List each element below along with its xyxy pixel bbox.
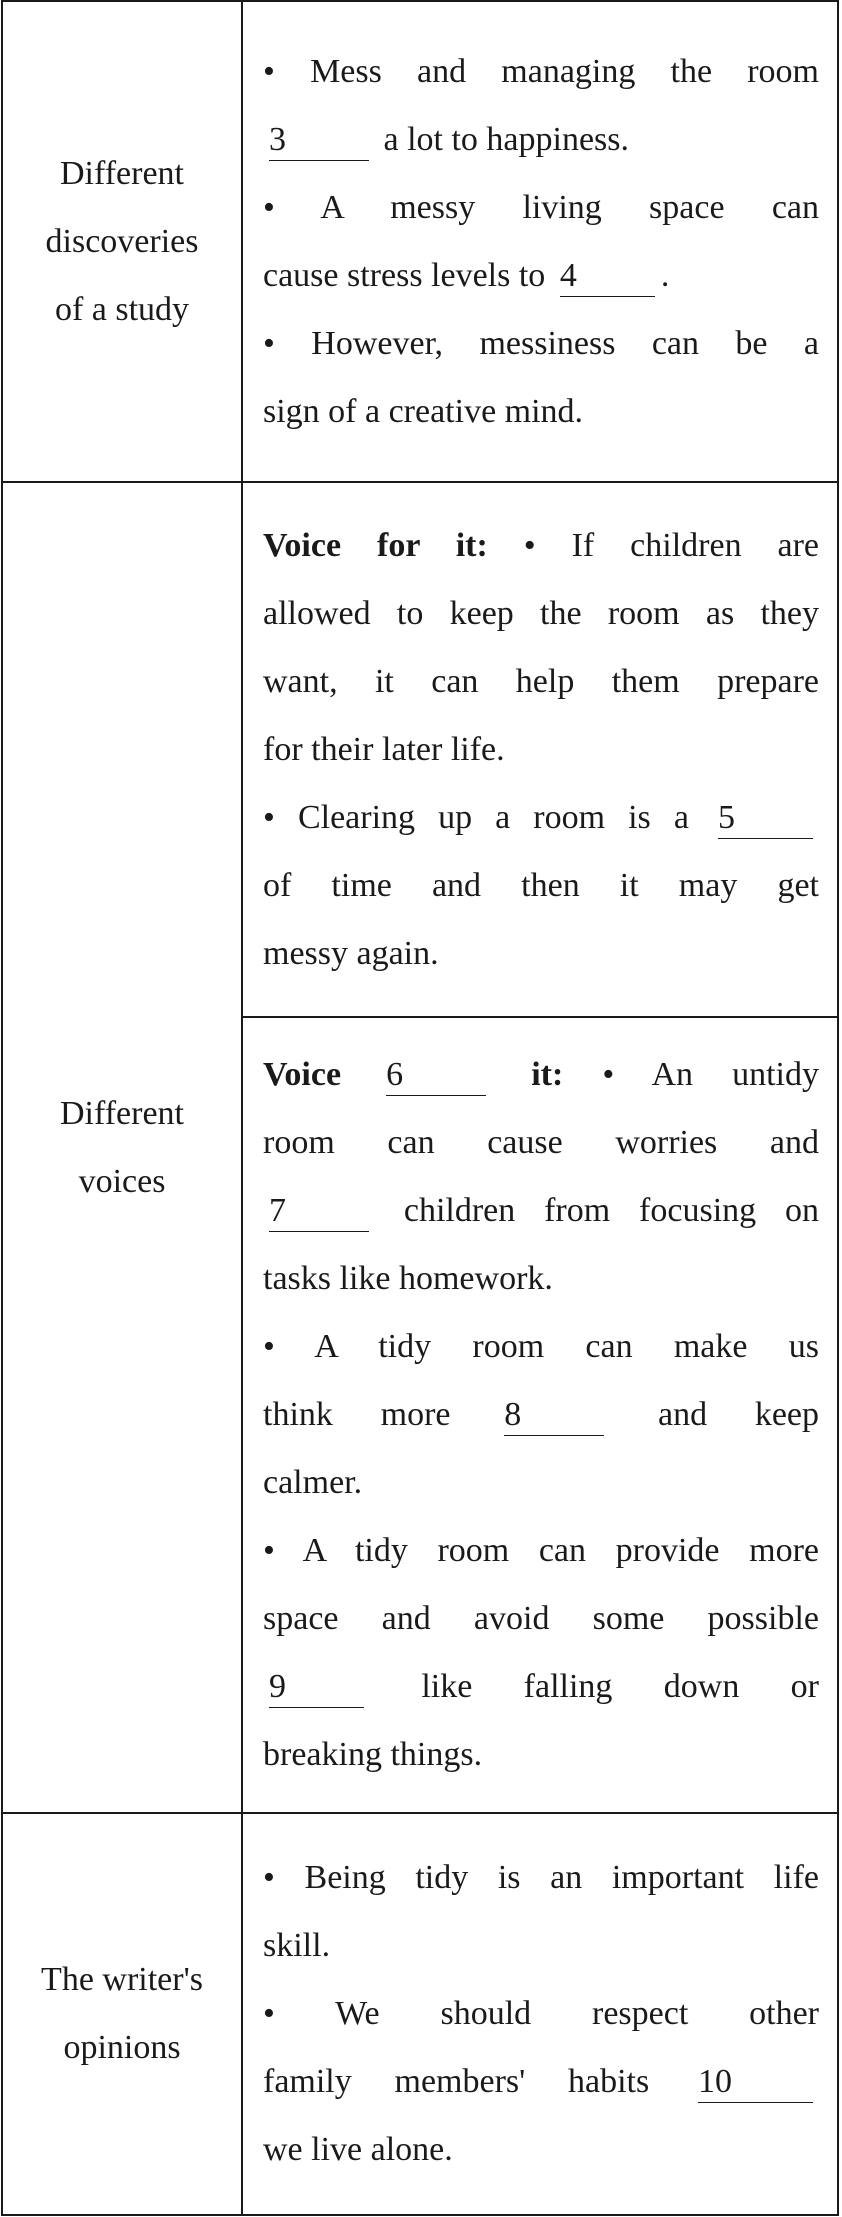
content-line: • A tidy room can make us <box>263 1328 819 1365</box>
bullet-text: • Mess and managing the room <box>263 52 819 90</box>
answer-blank-10[interactable]: 10 <box>698 2062 813 2103</box>
content-line: sign of a creative mind. <box>263 392 584 430</box>
content-line: • A messy living space can <box>263 188 819 226</box>
content-line: Voice for it: • If children are <box>263 526 820 564</box>
label-line: discoveries <box>45 222 199 260</box>
content-line: want, it can help them prepare <box>263 662 819 700</box>
content-line <box>263 242 819 310</box>
answer-blank-9[interactable]: 9 <box>269 1667 364 1708</box>
table-row-voice-for <box>2 482 838 1017</box>
voice-against-heading: Voice <box>263 1056 342 1093</box>
content-line: skill. <box>263 1927 331 1964</box>
answer-blank-3[interactable]: 3 <box>269 120 369 161</box>
content-line <box>263 1177 819 1245</box>
bullet-text: like falling down or <box>421 1668 819 1705</box>
row-label-voices <box>2 482 242 1813</box>
answer-blank-8[interactable]: 8 <box>504 1395 604 1436</box>
row-content-opinions <box>242 1813 838 2215</box>
summary-table <box>1 0 839 2216</box>
punctuation: . <box>660 256 670 294</box>
content-line <box>263 1381 819 1449</box>
content-line: allowed to keep the room as they <box>263 594 819 632</box>
content-line: room can cause worries and <box>263 1124 819 1161</box>
content-line: breaking things. <box>263 1736 483 1773</box>
bullet-text: • Clearing up a room is a <box>263 798 689 836</box>
row-content-discoveries <box>242 1 838 482</box>
answer-blank-6[interactable]: 6 <box>386 1055 486 1096</box>
row-label-opinions <box>2 1813 242 2215</box>
label-line: The writer's <box>41 1961 203 1998</box>
content-line: tasks like homework. <box>263 1260 553 1297</box>
content-line: for their later life. <box>263 730 505 768</box>
content-line <box>263 106 819 174</box>
bullet-text: cause stress levels to <box>263 256 546 294</box>
bullet-text: think more <box>263 1396 451 1433</box>
content-line: we live alone. <box>263 2131 453 2168</box>
table-row-discoveries <box>2 1 838 482</box>
content-line: • Being tidy is an important life <box>263 1859 819 1896</box>
content-line: of time and then it may get <box>263 866 819 904</box>
answer-blank-7[interactable]: 7 <box>269 1191 369 1232</box>
content-line <box>263 1041 819 1109</box>
bullet-text: and keep <box>658 1396 820 1433</box>
content-line <box>263 784 819 852</box>
content-line <box>263 2048 819 2116</box>
label-line: Different <box>60 1094 184 1132</box>
voice-against-cell <box>242 1017 838 1813</box>
content-line: • However, messiness can be a <box>263 324 819 362</box>
content-line: messy again. <box>263 934 439 972</box>
label-line: Different <box>60 154 184 192</box>
content-line <box>263 38 819 106</box>
table-row-opinions <box>2 1813 838 2215</box>
row-label-discoveries <box>2 1 242 482</box>
content-line: • A tidy room can provide more <box>263 1532 819 1569</box>
label-line: opinions <box>63 2029 181 2066</box>
bullet-text: family members' habits <box>263 2063 650 2100</box>
content-line: calmer. <box>263 1464 363 1501</box>
content-line: space and avoid some possible <box>263 1600 819 1637</box>
bullet-text: • An untidy <box>602 1056 820 1093</box>
voice-for-heading: Voice for it: <box>263 526 488 564</box>
label-line: of a study <box>54 290 190 328</box>
content-line: • We should respect other <box>263 1995 819 2032</box>
content-line <box>263 1653 819 1721</box>
bullet-text: children from focusing on <box>403 1192 820 1229</box>
answer-blank-4[interactable]: 4 <box>560 256 655 297</box>
voice-for-cell <box>242 482 838 1017</box>
answer-blank-5[interactable]: 5 <box>718 798 813 839</box>
voice-against-heading-suffix: it: <box>531 1056 564 1093</box>
bullet-text: a lot to happiness. <box>383 120 630 158</box>
label-line: voices <box>78 1162 166 1200</box>
